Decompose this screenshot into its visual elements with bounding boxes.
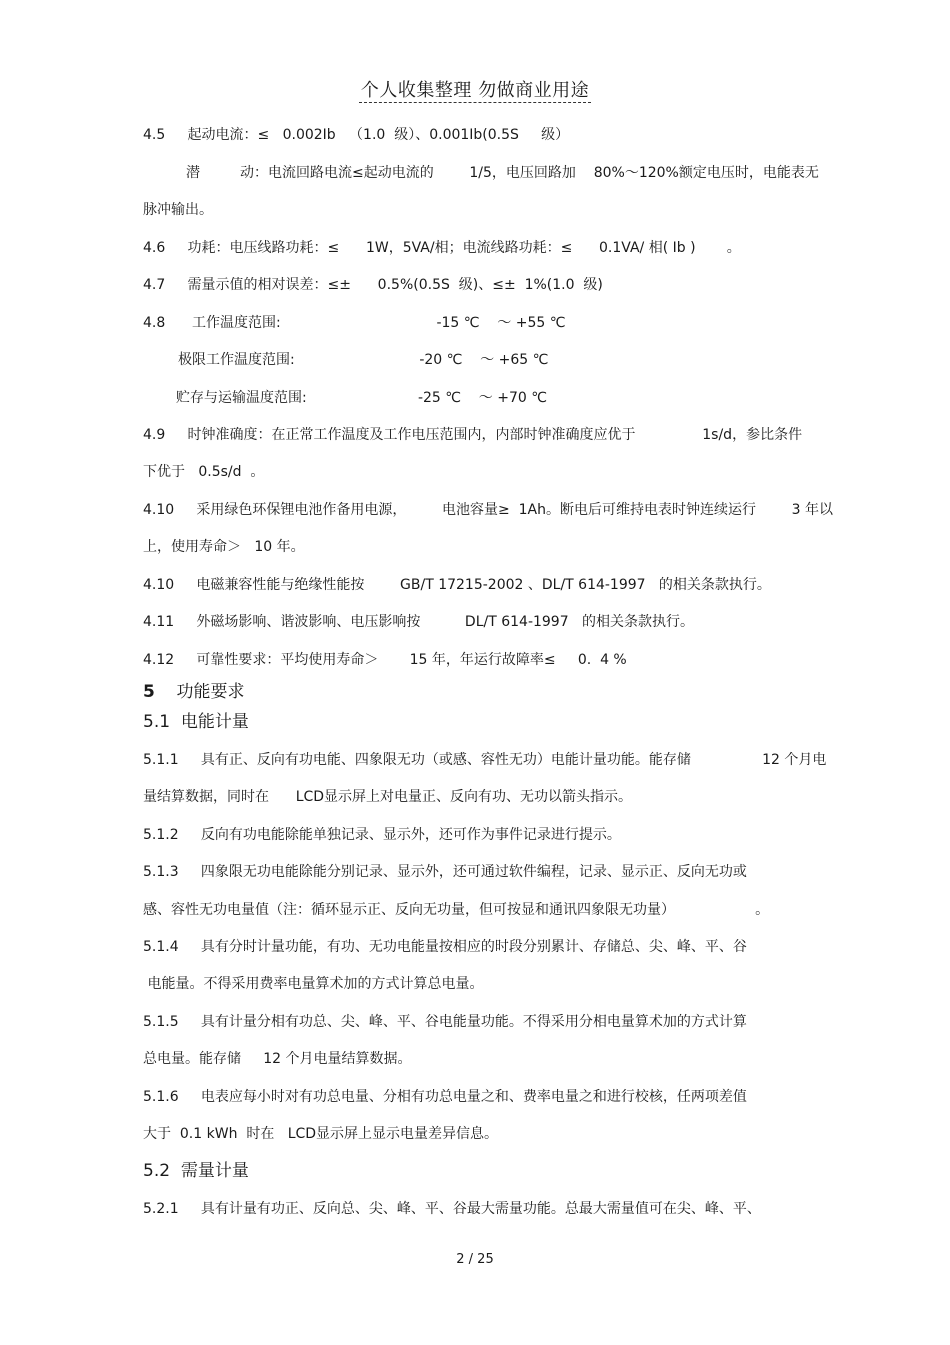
text-line: 量结算数据，同时在 LCD显示屏上对电量正、反向有功、无功以箭头指示。 [143,789,633,805]
header-title: 个人收集整理 勿做商业用途 [360,80,590,101]
text-line: 5.1.3 四象限无功电能除能分别记录、显示外，还可通过软件编程，记录、显示正、反向无功或 [143,864,747,880]
section-number: 5.2 [143,1161,171,1181]
text-line: 4.12 可靠性要求：平均使用寿命＞ 15 年，年运行故障率≤ 0. 4 % [143,652,627,668]
text-line: 4.10 采用绿色环保锂电池作备用电源， 电池容量≥ 1Ah。断电后可维持电表时钟连续运行 3 年以 [143,502,833,518]
text-line: 5.1.2 反向有功电能除能单独记录、显示外，还可作为事件记录进行提示。 [143,827,621,843]
text-line: 大于 0.1 kWh 时在 LCD显示屏上显示电量差异信息。 [143,1126,499,1142]
section-heading [143,1161,249,1181]
text-line: 下优于 0.5s/d 。 [143,464,265,480]
text-line: 5.1.1 具有正、反向有功电能、四象限无功（或感、容性无功）电能计量功能。能存储 12 个月电 [143,752,827,768]
text-line: 电能量。不得采用费率电量算术加的方式计算总电量。 [143,976,484,992]
section-number: 5 [143,682,155,702]
text-line: 4.7 需量示值的相对误差：≤± 0.5%(0.5S 级)、≤± 1%(1.0 级) [143,277,603,293]
text-line: 4.6 功耗：电压线路功耗：≤ 1W，5VA/相；电流线路功耗：≤ 0.1VA/ 相( Ib ) 。 [143,240,741,256]
text-line: 4.5 起动电流：≤ 0.002Ib （1.0 级）、0.001Ib(0.5S 级） [143,127,570,143]
text-line: 贮存与运输温度范围: -25 ℃ ～ +70 ℃ [176,390,547,406]
page-header [0,76,950,102]
section-heading [143,712,249,732]
text-line: 5.1.6 电表应每小时对有功总电量、分相有功总电量之和、费率电量之和进行校核，任两项差值 [143,1089,747,1105]
section-number: 5.1 [143,712,171,732]
section-title: 功能要求 [154,682,245,702]
section-title: 电能计量 [170,712,249,732]
text-line: 脉冲输出。 [143,202,213,218]
text-line: 5.1.4 具有分时计量功能，有功、无功电能量按相应的时段分别累计、存储总、尖、峰、平、谷 [143,939,747,955]
page-number: 2 / 25 [456,1252,494,1267]
section-title: 需量计量 [170,1161,249,1181]
text-line: 4.9 时钟准确度：在正常工作温度及工作电压范围内，内部时钟准确度应优于 1s/d，参比条件 [143,427,803,443]
text-line: 4.10 电磁兼容性能与绝缘性能按 GB/T 17215-2002 、DL/T 614-1997 的相关条款执行。 [143,577,771,593]
text-line: 4.11 外磁场影响、谐波影响、电压影响按 DL/T 614-1997 的相关条款执行。 [143,614,694,630]
text-line: 5.1.5 具有计量分相有功总、尖、峰、平、谷电能量功能。不得采用分相电量算术加的方式计算 [143,1014,747,1030]
text-line: 总电量。能存储 12 个月电量结算数据。 [143,1051,412,1067]
text-line: 5.2.1 具有计量有功正、反向总、尖、峰、平、谷最大需量功能。总最大需量值可在尖、峰、平、 [143,1201,761,1217]
text-line: 极限工作温度范围: -20 ℃ ～ +65 ℃ [178,352,549,368]
text-line: 4.8 工作温度范围: -15 ℃ ～ +55 ℃ [143,315,566,331]
text-line: 感、容性无功电量值（注：循环显示正、反向无功量，但可按显和通讯四象限无功量） 。 [143,902,770,918]
section-heading [143,682,244,702]
text-line: 上，使用寿命＞ 10 年。 [143,539,305,555]
text-line: 潜 动：电流回路电流≤起动电流的 1/5，电压回路加 80%～120%额定电压时，电能表无 [186,165,819,181]
